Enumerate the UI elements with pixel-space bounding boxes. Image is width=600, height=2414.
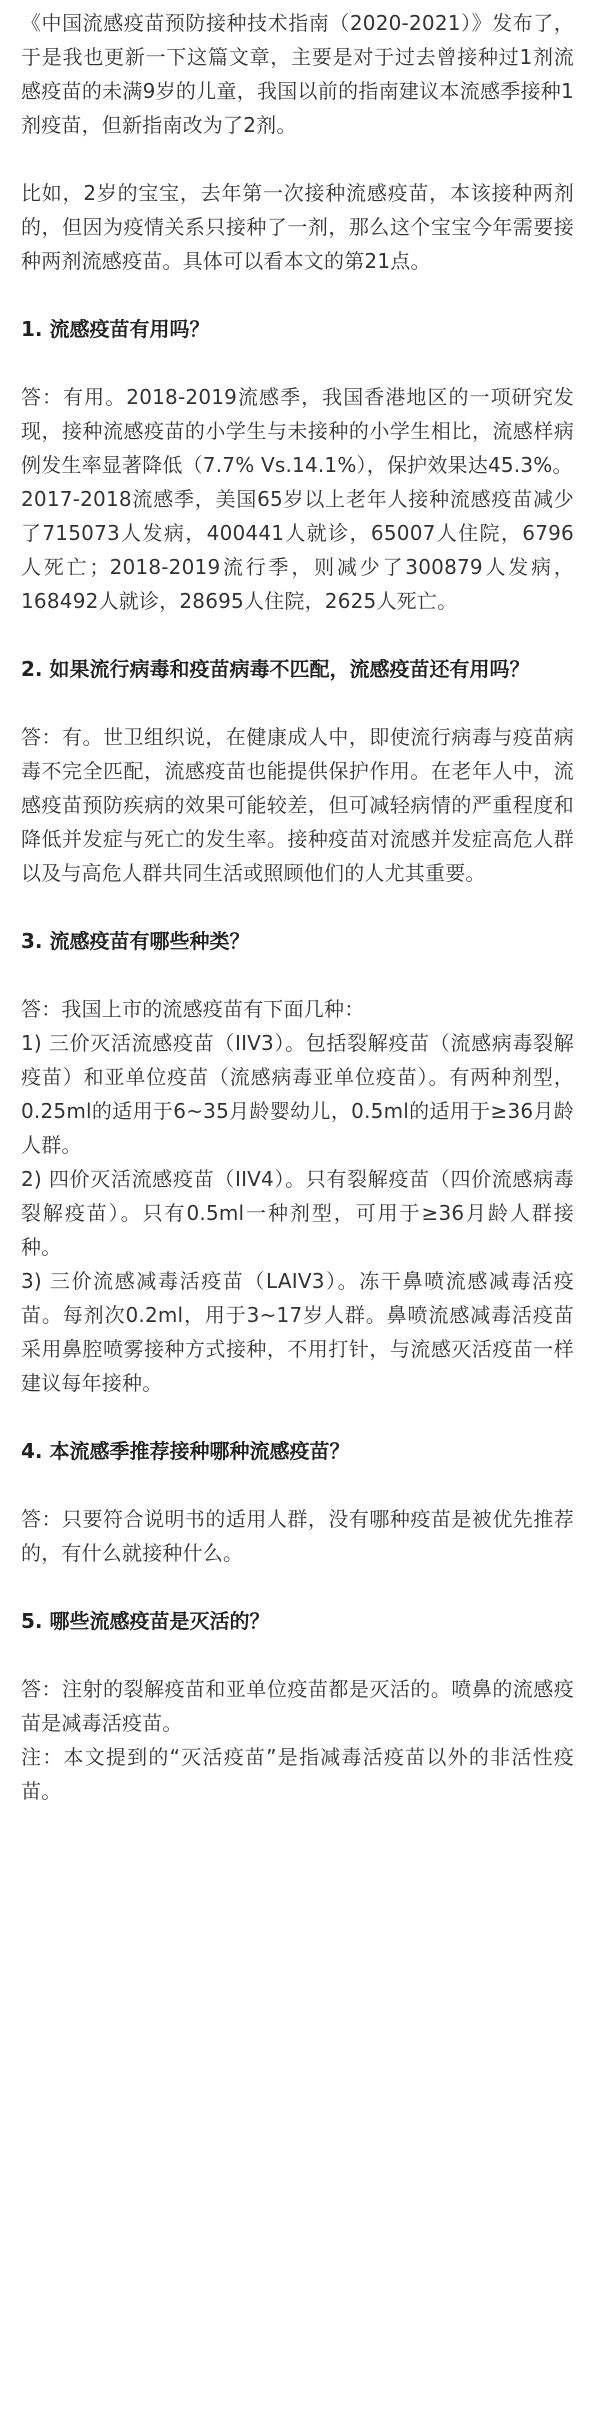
spacer — [21, 1638, 574, 1672]
section-5-paragraph-1: 答：注射的裂解疫苗和亚单位疫苗都是灭活的。喷鼻的流感疫苗是减毒活疫苗。 — [21, 1677, 574, 1735]
section-4-paragraph-1: 答：只要符合说明书的适用人群，没有哪种疫苗是被优先推荐的，有什么就接种什么。 — [21, 1507, 574, 1565]
spacer — [21, 278, 574, 312]
section-3-paragraph-1: 答：我国上市的流感疫苗有下面几种： — [21, 997, 365, 1021]
section-1-paragraph-2: 2017-2018流感季，美国65岁以上老年人接种流感疫苗减少了715073人发病，400441人就诊，65007人住院，6796人死亡；2018-2019流行季，则减少了300879人发病，168492人就诊，28695人住院，2625人死亡。 — [21, 487, 574, 613]
spacer — [21, 142, 574, 176]
spacer — [21, 1570, 574, 1604]
section-1-heading: 1. 流感疫苗有用吗？ — [21, 317, 210, 341]
section-3-paragraph-3: 2) 四价灭活流感疫苗（IIV4）。只有裂解疫苗（四价流感病毒裂解疫苗）。只有0.5ml一种剂型，可用于≥36月龄人群接种。 — [21, 1167, 574, 1259]
section-3-heading: 3. 流感疫苗有哪些种类？ — [21, 929, 250, 953]
section-5-paragraph-2: 注：本文提到的“灭活疫苗”是指减毒活疫苗以外的非活性疫苗。 — [21, 1745, 574, 1803]
spacer — [21, 1400, 574, 1434]
section-2-paragraph-1: 答：有。世卫组织说，在健康成人中，即使流行病毒与疫苗病毒不完全匹配，流感疫苗也能提供保护作用。在老年人中，流感疫苗预防疾病的效果可能较差，但可减轻病情的严重程度和降低并发症与死亡的发生率。接种疫苗对流感并发症高危人群以及与高危人群共同生活或照顾他们的人尤其重要。 — [21, 725, 574, 885]
section-2-heading: 2. 如果流行病毒和疫苗病毒不匹配，流感疫苗还有用吗？ — [21, 657, 530, 681]
spacer — [21, 618, 574, 652]
intro-paragraph-1: 《中国流感疫苗预防接种技术指南（2020-2021）》发布了，于是我也更新一下这篇文章，主要是对于过去曾接种过1剂流感疫苗的未满9岁的儿童，我国以前的指南建议本流感季接种1剂疫苗，但新指南改为了2剂。 — [21, 11, 574, 137]
intro-paragraph-2: 比如，2岁的宝宝，去年第一次接种流感疫苗，本该接种两剂的，但因为疫情关系只接种了一剂，那么这个宝宝今年需要接种两剂流感疫苗。具体可以看本文的第21点。 — [21, 181, 574, 273]
spacer — [21, 686, 574, 720]
spacer — [21, 346, 574, 380]
section-1-paragraph-1: 答：有用。2018-2019流感季，我国香港地区的一项研究发现，接种流感疫苗的小学生与未接种的小学生相比，流感样病例发生率显著降低（7.7% Vs.14.1%），保护效果达45.3%。 — [21, 385, 574, 477]
section-3-paragraph-2: 1) 三价灭活流感疫苗（IIV3）。包括裂解疫苗（流感病毒裂解疫苗）和亚单位疫苗（流感病毒亚单位疫苗）。有两种剂型，0.25ml的适用于6~35月龄婴幼儿，0.5ml的适用于≥36月龄人群。 — [21, 1031, 574, 1157]
section-3-paragraph-4: 3) 三价流感减毒活疫苗（LAIV3）。冻干鼻喷流感减毒活疫苗。每剂次0.2ml，用于3~17岁人群。鼻喷流感减毒活疫苗采用鼻腔喷雾接种方式接种，不用打针，与流感灭活疫苗一样建议每年接种。 — [21, 1269, 574, 1395]
spacer — [21, 1468, 574, 1502]
section-4-heading: 4. 本流感季推荐接种哪种流感疫苗？ — [21, 1439, 350, 1463]
section-5-heading: 5. 哪些流感疫苗是灭活的？ — [21, 1609, 270, 1633]
spacer — [21, 890, 574, 924]
spacer — [21, 958, 574, 992]
